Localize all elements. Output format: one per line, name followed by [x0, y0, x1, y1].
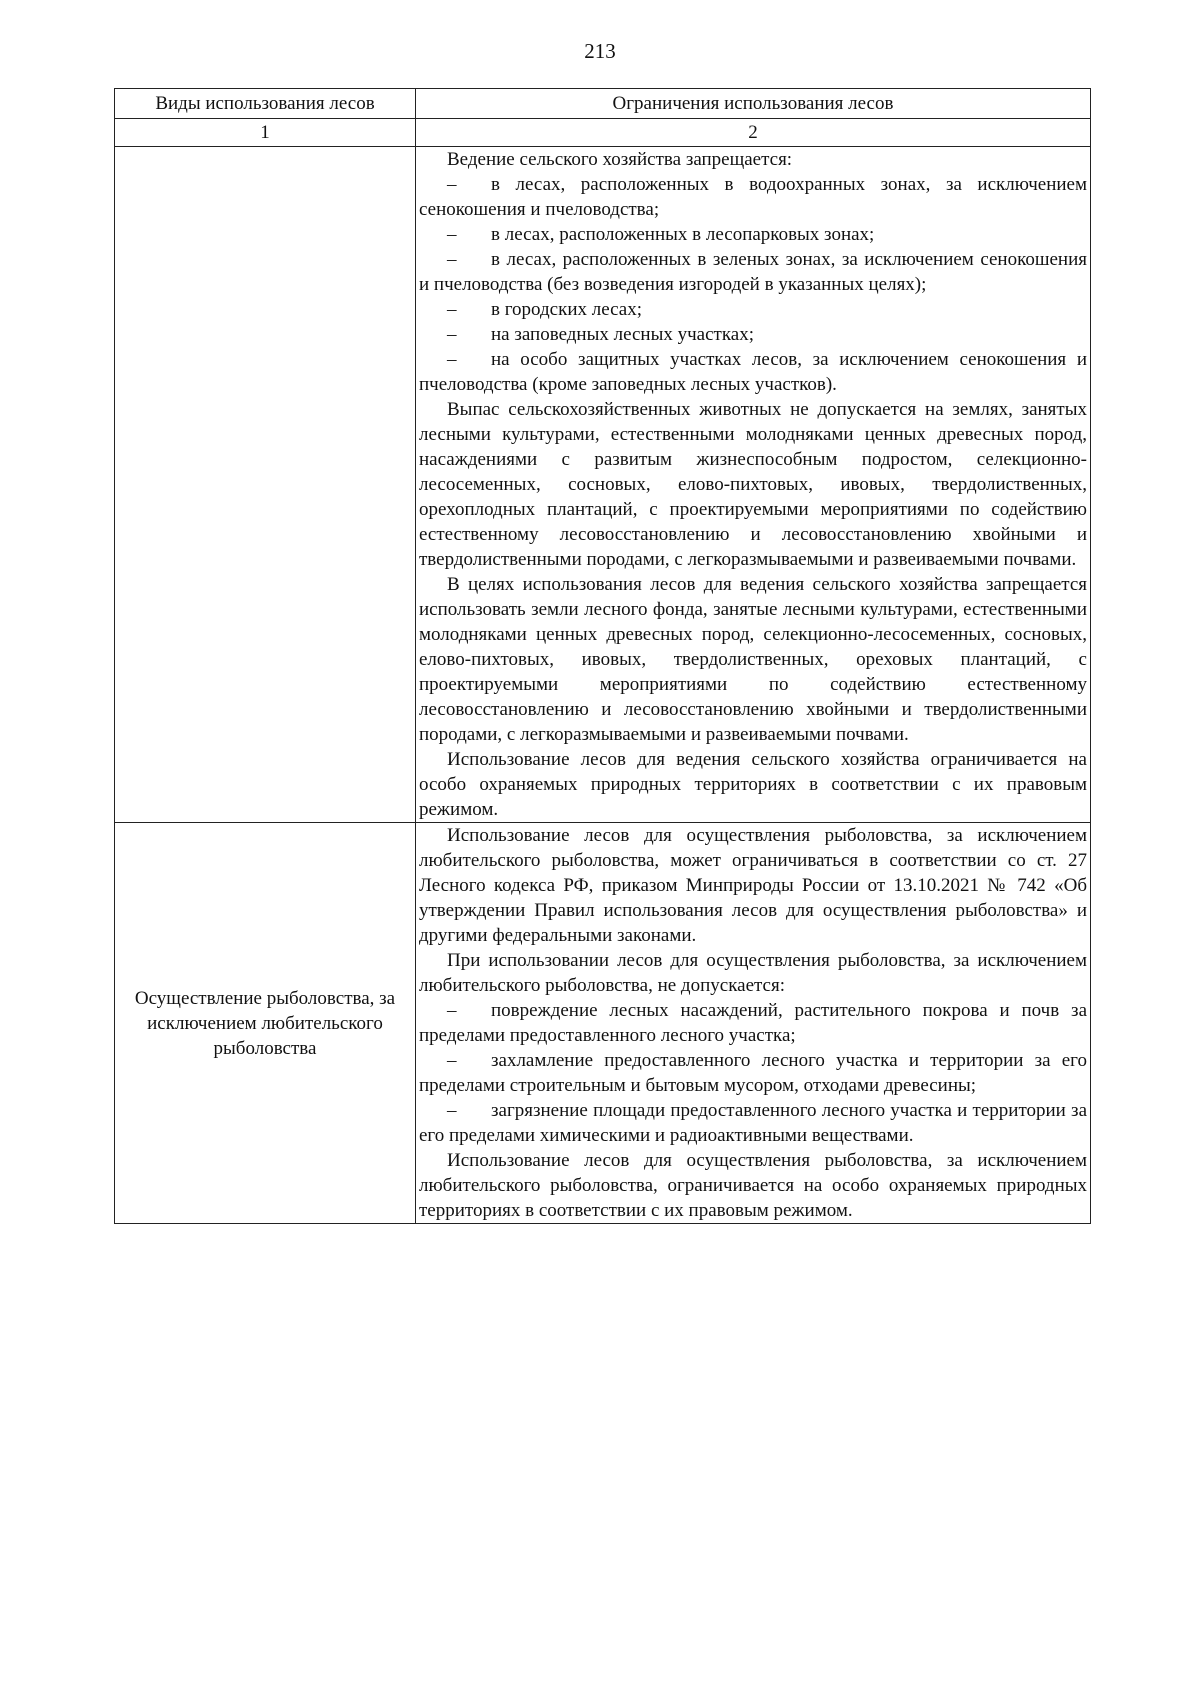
bullet-item [419, 222, 1087, 247]
column-number-row [115, 119, 1091, 147]
row2-use-type-cell: Осуществление рыболовства, за исключением любительского рыболовства [115, 823, 416, 1224]
paragraph-text: Использование лесов для ведения сельского хозяйства ограничивается на особо охраняемых природных территориях в соответствии с их правовым режимом. [419, 749, 1087, 820]
row2-restrictions-cell [416, 823, 1091, 1224]
bullet-dash: – [447, 1100, 457, 1121]
header-forest-use-restrictions: Ограничения использования лесов [416, 89, 1091, 119]
paragraph-text: Выпас сельскохозяйственных животных не допускается на землях, занятых лесными культурами, естественными молодняками ценных древесных пород, насаждениями с развитым жизнеспособным подростом, селекционно-лесосеменных, сосновых, елово-пихтовых, ивовых, твердолиственных, орехоплодных плантаций, с проектируемыми мероприятиями по содействию естественному лесовосстановлению и лесовосстановлению хвойными и твердолиственными породами, с легкоразмываемыми и развеиваемыми почвами. [419, 399, 1087, 570]
bullet-text: в городских лесах; [491, 299, 643, 320]
bullet-text: на заповедных лесных участках; [491, 324, 754, 345]
bullet-text: в лесах, расположенных в зеленых зонах, за исключением сенокошения и пчеловодства (без возведения изгородей в указанных целях); [419, 249, 1087, 295]
table-row [115, 147, 1091, 823]
row1-restrictions-cell [416, 147, 1091, 823]
table-header-row [115, 89, 1091, 119]
paragraph-text: Использование лесов для осуществления рыболовства, за исключением любительского рыболовства, может ограничиваться в соответствии со ст. 27 Лесного кодекса РФ, приказом Минприроды России от 13.10.2021 № 742 «Об утверждении Правил использования лесов для осуществления рыболовства» и другими федеральными законами. [419, 825, 1087, 946]
paragraph-text: Ведение сельского хозяйства запрещается: [447, 149, 793, 170]
bullet-dash: – [447, 1050, 457, 1071]
paragraph [419, 823, 1087, 948]
bullet-dash: – [447, 224, 457, 245]
bullet-item [419, 1048, 1087, 1098]
bullet-dash: – [447, 299, 457, 320]
bullet-dash: – [447, 349, 457, 370]
bullet-text: загрязнение площади предоставленного лесного участка и территории за его пределами химическими и радиоактивными веществами. [419, 1100, 1087, 1146]
bullet-text: в лесах, расположенных в водоохранных зонах, за исключением сенокошения и пчеловодства; [419, 174, 1087, 220]
bullet-text: на особо защитных участках лесов, за исключением сенокошения и пчеловодства (кроме заповедных лесных участков). [419, 349, 1087, 395]
bullet-item [419, 322, 1087, 347]
restrictions-table [114, 88, 1091, 1224]
table-row [115, 823, 1091, 1224]
paragraph [419, 948, 1087, 998]
paragraph [419, 397, 1087, 572]
row1-use-type-cell [115, 147, 416, 823]
bullet-item [419, 297, 1087, 322]
paragraph-text: При использовании лесов для осуществления рыболовства, за исключением любительского рыболовства, не допускается: [419, 950, 1087, 996]
paragraph [419, 747, 1087, 822]
bullet-item [419, 1098, 1087, 1148]
bullet-text: в лесах, расположенных в лесопарковых зонах; [491, 224, 875, 245]
paragraph [419, 572, 1087, 747]
page-number: 213 [584, 39, 616, 63]
bullet-item [419, 172, 1087, 222]
header-forest-use-types: Виды использования лесов [115, 89, 416, 119]
column-number-1: 1 [115, 119, 416, 147]
bullet-dash: – [447, 174, 457, 195]
column-number-2: 2 [416, 119, 1091, 147]
bullet-dash: – [447, 1000, 457, 1021]
bullet-text: повреждение лесных насаждений, растительного покрова и почв за пределами предоставленного лесного участка; [419, 1000, 1087, 1046]
paragraph-text: Использование лесов для осуществления рыболовства, за исключением любительского рыболовства, ограничивается на особо охраняемых природных территориях в соответствии с их правовым режимом. [419, 1150, 1087, 1221]
paragraph [419, 147, 1087, 172]
bullet-dash: – [447, 324, 457, 345]
bullet-item [419, 998, 1087, 1048]
bullet-item [419, 247, 1087, 297]
bullet-text: захламление предоставленного лесного участка и территории за его пределами строительным и бытовым мусором, отходами древесины; [419, 1050, 1087, 1096]
paragraph [419, 1148, 1087, 1223]
paragraph-text: В целях использования лесов для ведения сельского хозяйства запрещается использовать земли лесного фонда, занятые лесными культурами, естественными молодняками ценных древесных пород, селекционно-лесосеменных, сосновых, елово-пихтовых, ивовых, твердолиственных, ореховых плантаций, с проектируемыми мероприятиями по содействию естественному лесовосстановлению и лесовосстановлению хвойными и твердолиственными породами, с легкоразмываемыми и развеиваемыми почвами. [419, 574, 1087, 745]
bullet-item [419, 347, 1087, 397]
bullet-dash: – [447, 249, 457, 270]
